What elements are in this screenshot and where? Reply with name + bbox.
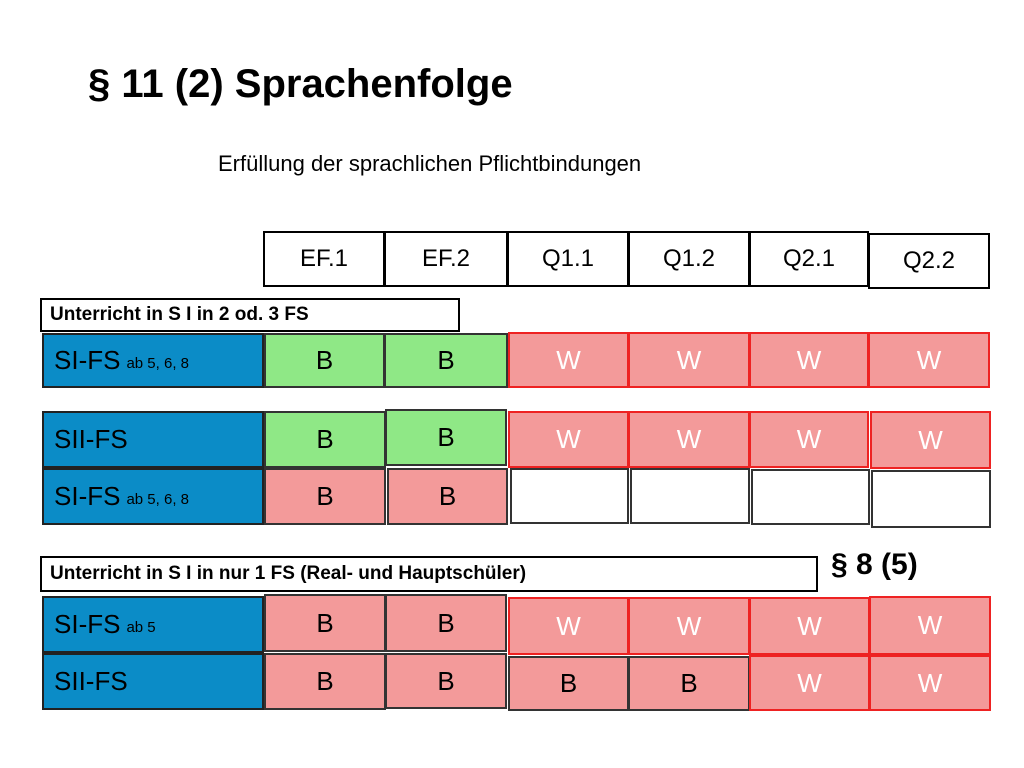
- cell-r3-q12: [630, 468, 750, 524]
- section-label-one-fs: Unterricht in S I in nur 1 FS (Real- und Hauptschüler): [40, 556, 818, 592]
- page-title: § 11 (2) Sprachenfolge: [88, 62, 513, 106]
- cell-r4-ef2: B: [385, 594, 507, 652]
- column-header-q12: Q1.2: [628, 231, 750, 287]
- cell-r4-q22: W: [869, 596, 991, 655]
- cell-r2-ef2: B: [385, 409, 507, 466]
- cell-r3-q21: [751, 469, 870, 525]
- column-header-ef1: EF.1: [263, 231, 385, 287]
- column-header-q22: Q2.2: [868, 233, 990, 289]
- cell-r5-q12: B: [628, 656, 750, 711]
- column-header-q21: Q2.1: [749, 231, 869, 287]
- cell-r5-q22: W: [869, 655, 991, 711]
- row-label-text: SI-FS: [54, 481, 121, 511]
- cell-r1-ef2: B: [384, 333, 508, 388]
- cell-r5-ef2: B: [385, 653, 507, 709]
- row-label-text: SII-FS: [54, 424, 128, 454]
- cell-r2-q11: W: [508, 411, 629, 468]
- row-label-si-fs: [42, 333, 264, 388]
- cell-r1-q12: W: [628, 332, 750, 388]
- cell-r2-q12: W: [628, 411, 750, 468]
- cell-r2-q22: W: [870, 411, 991, 469]
- row-label-si-fs: [42, 596, 264, 653]
- cell-r3-q22: [871, 470, 991, 528]
- row-label-sub: ab 5: [126, 619, 156, 636]
- cell-r5-q11: B: [508, 656, 629, 711]
- row-label-text: SII-FS: [54, 666, 128, 696]
- row-label-sii-fs: [42, 653, 264, 710]
- cell-r4-q11: W: [508, 597, 629, 655]
- cell-r1-q22: W: [868, 332, 990, 388]
- row-label-text: SI-FS: [54, 609, 121, 639]
- cell-r3-ef2: B: [387, 468, 508, 525]
- cell-r1-ef1: B: [264, 333, 385, 388]
- cell-r5-q21: W: [749, 655, 870, 711]
- paragraph-reference: § 8 (5): [831, 548, 918, 581]
- section-label-two-or-three-fs: Unterricht in S I in 2 od. 3 FS: [40, 298, 460, 332]
- row-label-sub: ab 5, 6, 8: [126, 491, 190, 508]
- cell-r4-q12: W: [628, 597, 750, 655]
- row-label-sii-fs: [42, 411, 264, 468]
- cell-r4-q21: W: [749, 597, 870, 655]
- cell-r2-q21: W: [749, 411, 869, 468]
- cell-r2-ef1: B: [264, 411, 386, 468]
- column-header-q11: Q1.1: [507, 231, 629, 287]
- row-label-text: SI-FS: [54, 345, 121, 375]
- column-header-ef2: EF.2: [384, 231, 508, 287]
- cell-r3-ef1: B: [264, 468, 386, 525]
- row-label-si-fs: [42, 468, 264, 525]
- cell-r4-ef1: B: [264, 594, 386, 652]
- page-subtitle: Erfüllung der sprachlichen Pflichtbindungen: [218, 151, 642, 176]
- cell-r1-q11: W: [508, 332, 629, 388]
- cell-r3-q11: [510, 468, 629, 524]
- row-label-sub: ab 5, 6, 8: [126, 355, 190, 372]
- cell-r5-ef1: B: [264, 653, 386, 710]
- cell-r1-q21: W: [749, 332, 869, 388]
